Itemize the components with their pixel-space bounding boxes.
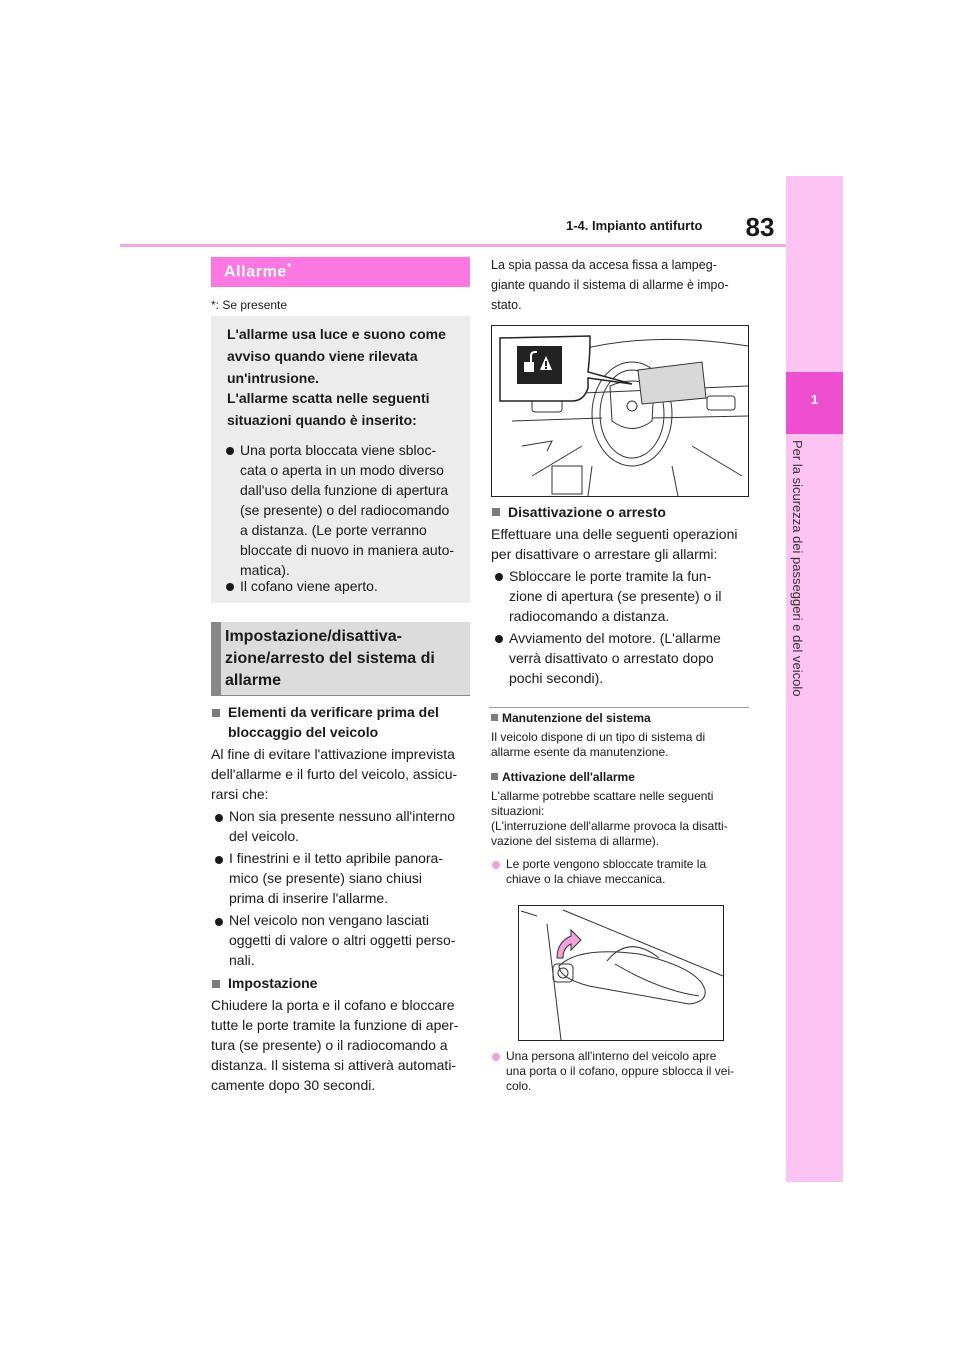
bullet-line: prima di inserire l'allarme. [229, 890, 389, 906]
note-line: Il veicolo dispone di un tipo di sistema di [491, 730, 706, 744]
body-line: Chiudere la porta e il cofano e bloccare [211, 997, 455, 1013]
box-bullet-line: (se presente) o del radiocomando [240, 502, 450, 518]
note-line: situazioni: [491, 804, 545, 818]
info-box [211, 316, 470, 603]
bullet-line: verrà disattivato o arrestato dopo [509, 650, 714, 666]
title-line: zione/arresto del sistema di [225, 650, 435, 667]
bullet-dot [226, 583, 234, 591]
box-bullet-line: cata o aperta in un modo diverso [240, 462, 444, 478]
bullet-line: Non sia presente nessuno all'interno [229, 808, 456, 824]
bullet-line: zione di apertura (se presente) o il [509, 588, 722, 604]
note-bullet-dot [492, 1053, 500, 1061]
bullet-dot [226, 447, 234, 455]
note-heading: Manutenzione del sistema [502, 711, 651, 725]
subheading-line: Elementi da verificare prima del [228, 704, 439, 720]
note-bullet-line: colo. [506, 1079, 532, 1093]
bullet-line: oggetti di valore o altri oggetti perso- [229, 932, 456, 948]
header-rule [120, 244, 786, 247]
box-bullet-line: a distanza. (Le porte verranno [240, 522, 427, 538]
bullet-line: Avviamento del motore. (L'allarme [509, 630, 721, 646]
body-line: tutte le porte tramite la funzione di aper- [211, 1017, 459, 1033]
title-line: allarme [225, 672, 282, 689]
title-asterisk: * [286, 262, 292, 273]
bullet-line: mico (se presente) siano chiusi [229, 870, 422, 886]
bullet-line: Sbloccare le porte tramite la fun- [509, 568, 712, 584]
indicator-badge [517, 346, 562, 384]
note-bullet-line: Una persona all'interno del veicolo apre [506, 1049, 717, 1063]
section-label: 1-4. Impianto antifurto [566, 218, 703, 233]
note-line: L'allarme potrebbe scattare nelle seguenti [491, 789, 714, 803]
title-rule [211, 695, 470, 696]
note-line: vazione del sistema di allarme). [491, 834, 660, 848]
note-bullet-line: una porta o il cofano, oppure sblocca il vei- [506, 1064, 735, 1078]
box-bullet-line: Il cofano viene aperto. [240, 578, 378, 594]
footnote: *: Se presente [211, 298, 288, 312]
dashboard-illustration [492, 326, 748, 496]
section-title-text: Allarme [224, 263, 287, 281]
body-line: tura (se presente) o il radiocomando a [211, 1037, 448, 1053]
box-bullet-line: Una porta bloccata viene sbloc- [240, 442, 437, 458]
note-line: allarme esente da manutenzione. [491, 745, 669, 759]
intro-line: stato. [491, 298, 522, 312]
box-line: L'allarme scatta nelle seguenti [227, 390, 430, 406]
bullet-dot [215, 856, 223, 864]
bullet-dot [495, 573, 503, 581]
title-stripe [211, 622, 221, 695]
chapter-title: Per la sicurezza dei passeggeri e del veicolo [790, 440, 805, 697]
bullet-line: I finestrini e il tetto apribile panora- [229, 850, 443, 866]
bullet-line: del veicolo. [229, 828, 300, 844]
intro-line: La spia passa da accesa fissa a lampeg- [491, 258, 717, 272]
note-line: (L'interruzione dell'allarme provoca la disatti- [491, 819, 728, 833]
dashboard-figure [491, 325, 749, 497]
bullet-dot [215, 918, 223, 926]
box-line: avviso quando viene rilevata [227, 348, 418, 364]
box-line: L'allarme usa luce e suono come [227, 326, 446, 342]
section-title-impostazione [211, 622, 470, 695]
body-line: distanza. Il sistema si attiverà automati- [211, 1057, 457, 1073]
title-line: Impostazione/disattiva- [225, 628, 402, 645]
bullet-line: pochi secondi). [509, 670, 604, 686]
box-bullet-line: bloccate di nuovo in maniera auto- [240, 542, 455, 558]
note-heading: Attivazione dell'allarme [502, 770, 635, 784]
box-line: situazioni quando è inserito: [227, 412, 417, 428]
note-bullet-line: Le porte vengono sbloccate tramite la [506, 857, 707, 871]
body-line: camente dopo 30 secondi. [211, 1077, 376, 1093]
note-marker [491, 714, 498, 721]
body-line: rarsi che: [211, 786, 269, 802]
body-line: Effettuare una delle seguenti operazioni [491, 526, 738, 542]
door-handle-figure [518, 905, 724, 1041]
page-number: 83 [745, 212, 775, 242]
chapter-number: 1 [810, 392, 819, 407]
subheading-impostazione: Impostazione [228, 975, 318, 991]
note-bullet-line: chiave o la chiave meccanica. [506, 872, 666, 886]
box-line: un'intrusione. [227, 370, 319, 386]
body-line: per disattivare o arrestare gli allarmi: [491, 546, 718, 562]
subheading-line: bloccaggio del veicolo [228, 724, 379, 740]
body-line: dell'allarme e il furto del veicolo, assicu- [211, 766, 458, 782]
note-bullet-dot [492, 861, 500, 869]
bullet-line: Nel veicolo non vengano lasciati [229, 912, 430, 928]
section-title-allarme [211, 257, 470, 287]
bullet-dot [215, 814, 223, 822]
subheading-marker [212, 709, 220, 717]
subheading-marker [492, 508, 500, 516]
door-handle-illustration [519, 906, 723, 1040]
notes-divider [489, 707, 749, 708]
bullet-dot [495, 635, 503, 643]
note-marker [491, 773, 498, 780]
subheading-disattivazione: Disattivazione o arresto [508, 504, 666, 520]
intro-line: giante quando il sistema di allarme è impo- [491, 278, 729, 292]
bullet-line: radiocomando a distanza. [509, 608, 670, 624]
body-line: Al fine di evitare l'attivazione imprevista [211, 746, 455, 762]
box-bullet-line: dall'uso della funzione di apertura [240, 482, 449, 498]
subheading-marker [212, 980, 220, 988]
box-bullet-line: matica). [240, 562, 290, 578]
bullet-line: nali. [229, 952, 255, 968]
